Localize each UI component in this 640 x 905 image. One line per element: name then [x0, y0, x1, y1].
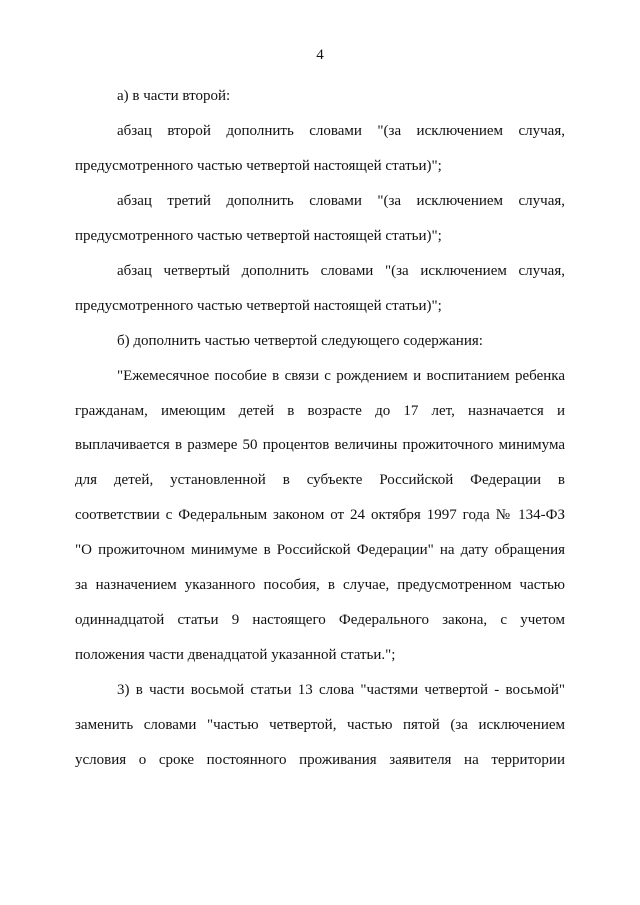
text-line-quote-5: соответствии с Федеральным законом от 24 октября 1997 года № 134-ФЗ: [75, 507, 565, 523]
text-line-quote-7: за назначением указанного пособия, в случае, предусмотренном частью: [75, 577, 565, 593]
text-line-paragraph-2-end: предусмотренного частью четвертой настоящей статьи)";: [75, 158, 442, 174]
text-line-paragraph-2-start: абзац второй дополнить словами "(за исключением случая,: [117, 123, 565, 139]
text-line-item-3-3: условия о сроке постоянного проживания заявителя на территории: [75, 752, 565, 768]
text-line-quote-3: выплачивается в размере 50 процентов величины прожиточного минимума: [75, 437, 565, 453]
text-line-item-a: а) в части второй:: [117, 88, 231, 104]
text-line-item-b: б) дополнить частью четвертой следующего содержания:: [117, 333, 483, 349]
text-line-quote-2: гражданам, имеющим детей в возрасте до 17 лет, назначается и: [75, 403, 565, 419]
text-line-quote-9: положения части двенадцатой указанной статьи.";: [75, 647, 396, 663]
text-line-paragraph-3-start: абзац третий дополнить словами "(за исключением случая,: [117, 193, 565, 209]
text-line-quote-4: для детей, установленной в субъекте Российской Федерации в: [75, 472, 565, 488]
text-line-paragraph-4-start: абзац четвертый дополнить словами "(за исключением случая,: [117, 263, 565, 279]
text-line-quote-6: "О прожиточном минимуме в Российской Федерации" на дату обращения: [75, 542, 565, 558]
text-line-paragraph-3-end: предусмотренного частью четвертой настоящей статьи)";: [75, 228, 442, 244]
text-line-quote-8: одиннадцатой статьи 9 настоящего Федерального закона, с учетом: [75, 612, 565, 628]
text-line-item-3-1: 3) в части восьмой статьи 13 слова "частями четвертой - восьмой": [117, 682, 565, 698]
text-line-item-3-2: заменить словами "частью четвертой, частью пятой (за исключением: [75, 717, 565, 733]
text-line-paragraph-4-end: предусмотренного частью четвертой настоящей статьи)";: [75, 298, 442, 314]
text-line-quote-1: "Ежемесячное пособие в связи с рождением и воспитанием ребенка: [117, 368, 565, 384]
page-number: 4: [316, 47, 324, 63]
